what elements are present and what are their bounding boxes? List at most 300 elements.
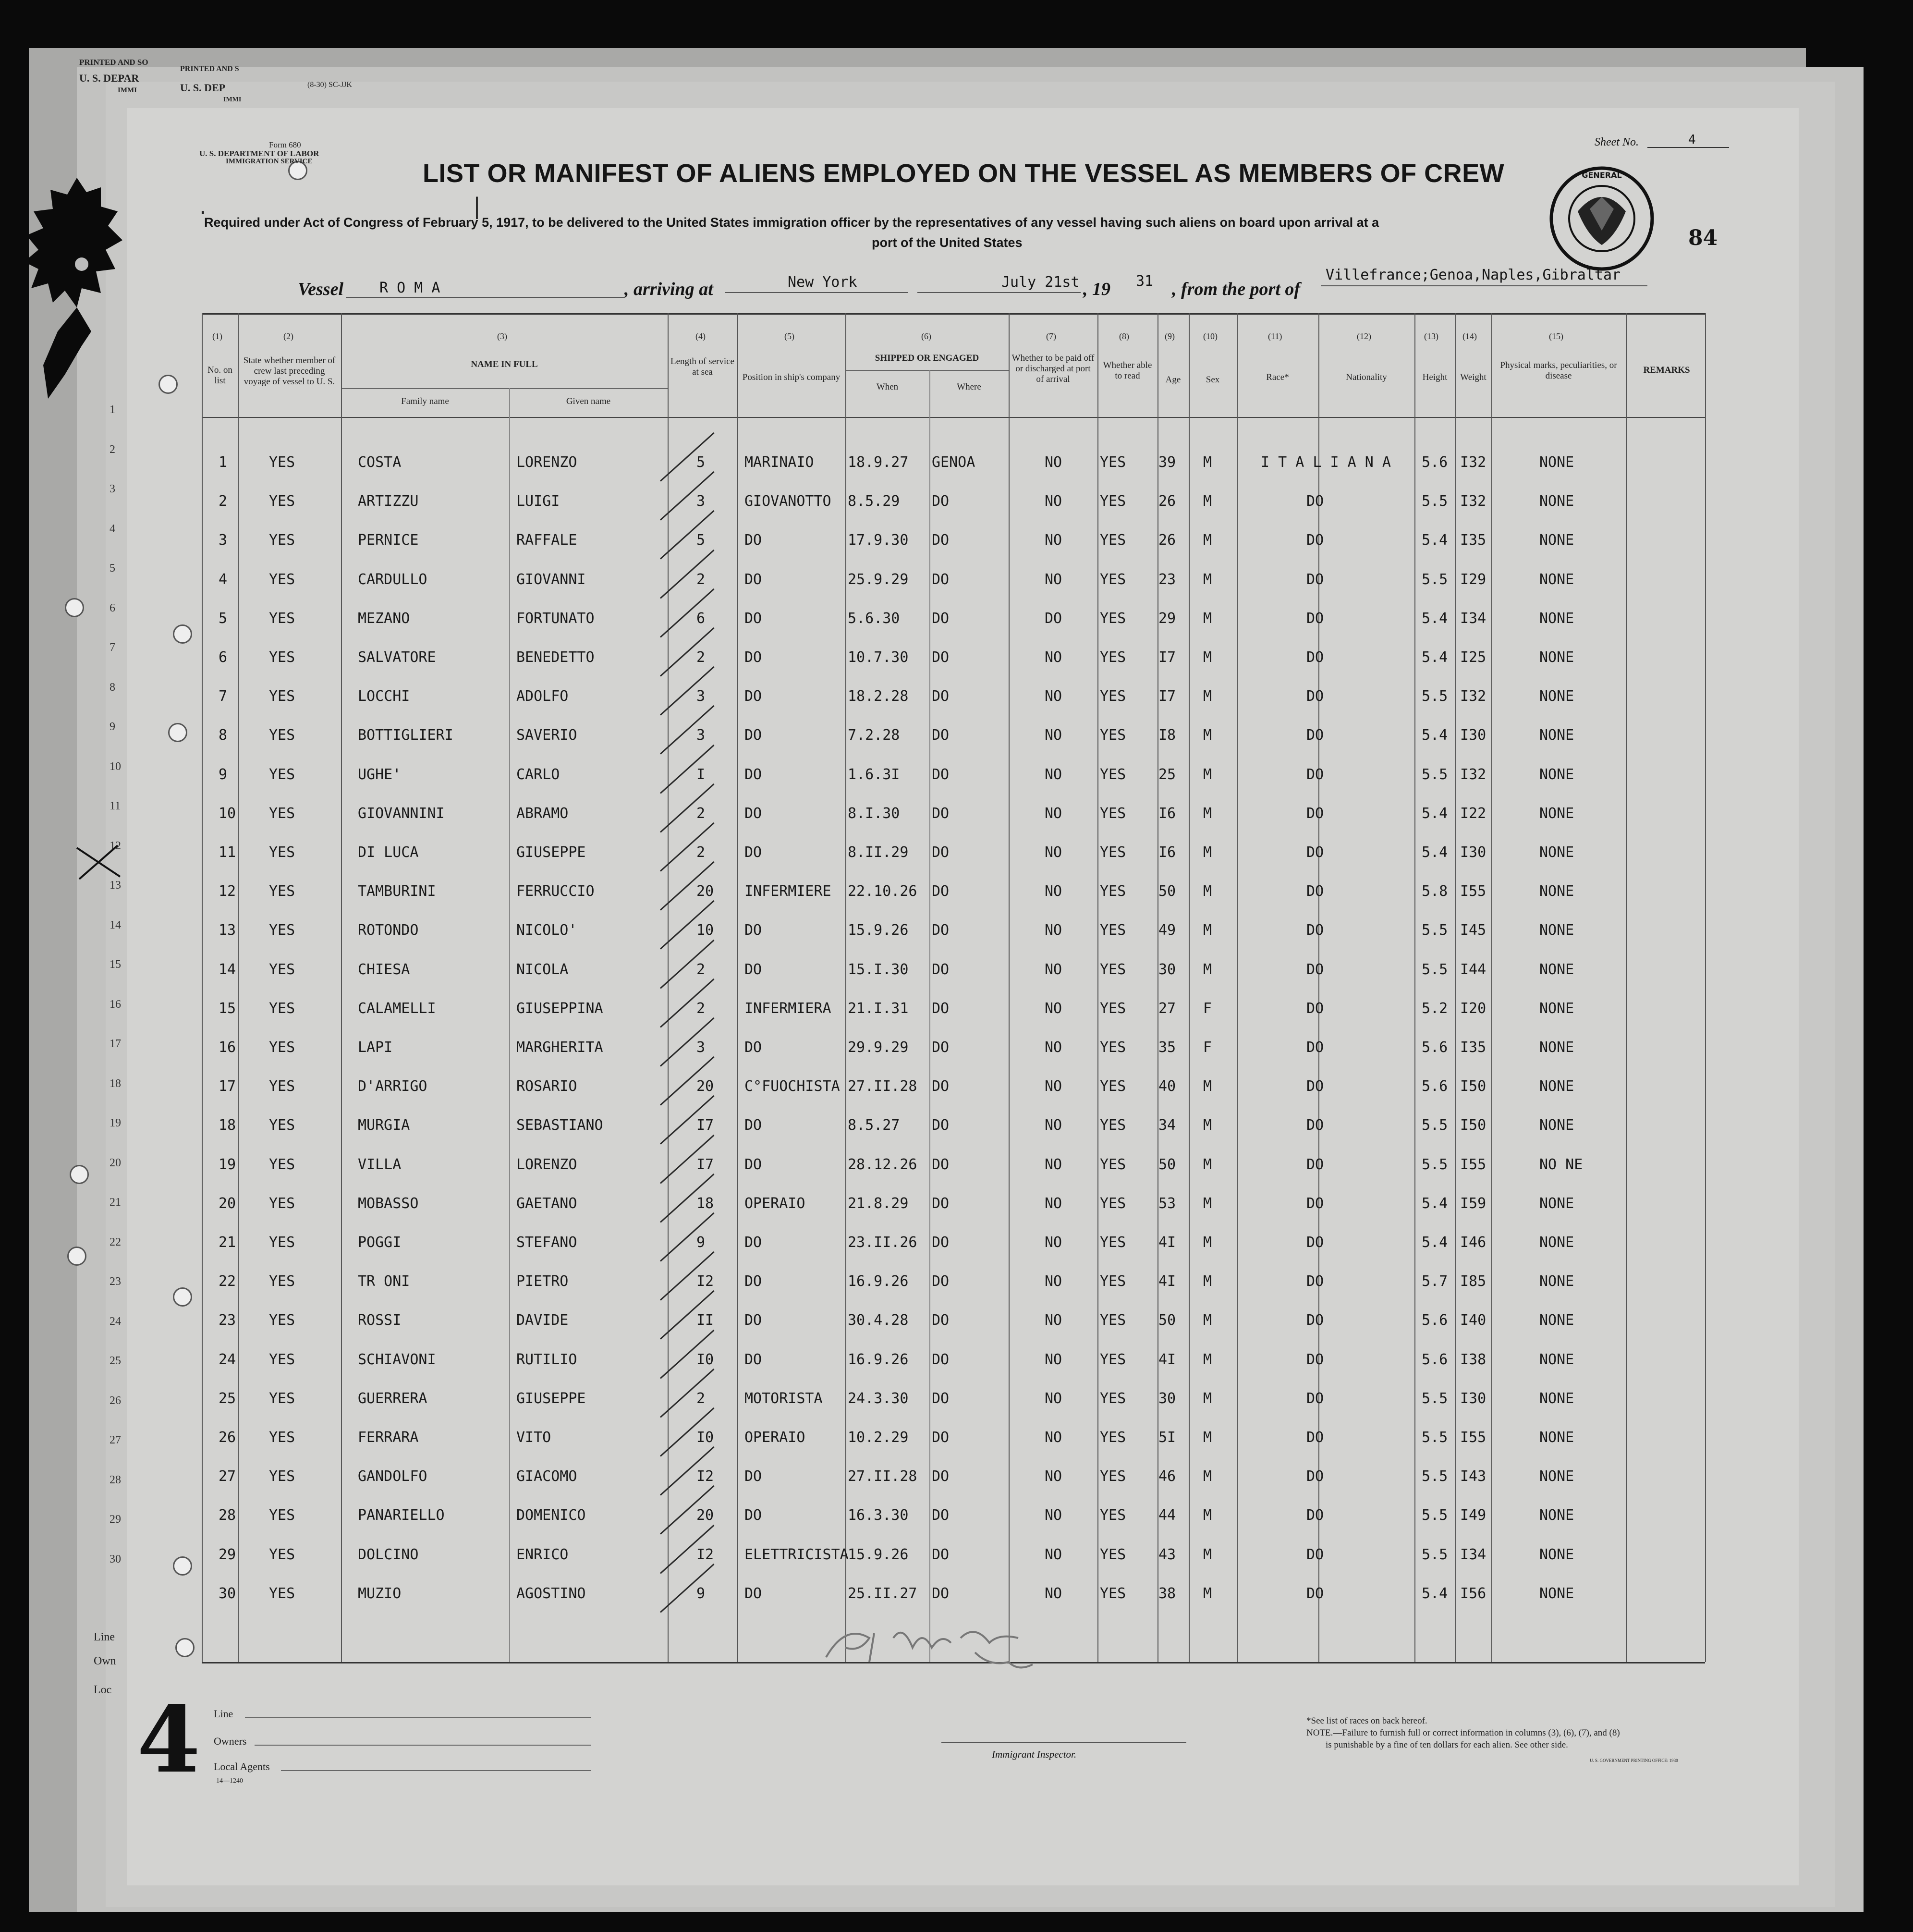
cell-row-number: 17 — [219, 1078, 236, 1095]
cell-paid-off: DO — [1045, 610, 1062, 627]
back-form-b-line2: U. S. DEP — [180, 82, 226, 94]
cell-shipped-where: DO — [932, 922, 950, 939]
cell-age: 30 — [1158, 1390, 1176, 1407]
col-border — [1189, 313, 1190, 1662]
col-head-weight: Weight — [1460, 372, 1487, 382]
cell-height: 5.5 — [1422, 688, 1448, 705]
cell-position: C°FUOCHISTA — [744, 1078, 840, 1095]
cell-given-name: LORENZO — [516, 454, 577, 471]
cell-height: 5.5 — [1422, 493, 1448, 510]
cell-shipped-where: DO — [932, 1234, 950, 1251]
cell-height: 5.2 — [1422, 1000, 1448, 1017]
cell-paid-off: NO — [1045, 961, 1062, 978]
cell-height: 5.4 — [1422, 844, 1448, 861]
col-num-1: (1) — [212, 331, 222, 341]
inspector-signature — [816, 1604, 1047, 1676]
consulate-seal-icon — [1544, 163, 1659, 274]
cell-race: DO — [1306, 1312, 1324, 1329]
col-border — [238, 313, 239, 1662]
cell-prev-voyage: YES — [269, 1429, 295, 1446]
footer-line-label: Line — [214, 1708, 233, 1720]
cell-row-number: 2 — [219, 493, 228, 510]
cell-height: 5.6 — [1422, 1312, 1448, 1329]
cell-service-length: 2 — [696, 1000, 706, 1017]
punch-hole — [168, 723, 187, 742]
signature-text — [956, 1657, 959, 1658]
cell-prev-voyage: YES — [269, 1039, 295, 1056]
cell-physical-marks: NONE — [1539, 1468, 1574, 1485]
cell-shipped-when: 22.10.26 — [848, 883, 917, 900]
cell-race: I T A L I A N A — [1261, 454, 1391, 471]
cell-able-to-read: YES — [1100, 1468, 1126, 1485]
cell-family-name: MURGIA — [358, 1117, 410, 1134]
note-line1: NOTE.—Failure to furnish full or correct information in columns (3), (6), (7), and (8) — [1306, 1728, 1620, 1738]
margin-line-number: 7 — [110, 641, 115, 654]
cell-weight: I30 — [1460, 1390, 1487, 1407]
cell-weight: I43 — [1460, 1468, 1487, 1485]
cell-position: DO — [744, 1468, 762, 1485]
cell-family-name: GANDOLFO — [358, 1468, 427, 1485]
col-border — [202, 313, 203, 1662]
cell-race: DO — [1306, 1078, 1324, 1095]
cell-family-name: TAMBURINI — [358, 883, 436, 900]
cell-service-length: I2 — [696, 1546, 714, 1563]
cell-row-number: 25 — [219, 1390, 236, 1407]
cell-service-length: 6 — [696, 610, 706, 627]
cell-height: 5.5 — [1422, 1546, 1448, 1563]
cell-paid-off: NO — [1045, 454, 1062, 471]
cell-service-length: 18 — [696, 1195, 714, 1212]
cell-service-length: 9 — [696, 1234, 706, 1251]
margin-line-number: 15 — [110, 958, 121, 971]
cell-given-name: NICOLO' — [516, 922, 577, 939]
cell-paid-off: NO — [1045, 844, 1062, 861]
col-border — [737, 313, 738, 1662]
cell-given-name: NICOLA — [516, 961, 569, 978]
cell-height: 5.5 — [1422, 1156, 1448, 1173]
cell-able-to-read: YES — [1100, 1234, 1126, 1251]
cell-family-name: SALVATORE — [358, 649, 436, 666]
cell-age: I6 — [1158, 844, 1176, 861]
cell-height: 5.4 — [1422, 610, 1448, 627]
cell-row-number: 27 — [219, 1468, 236, 1485]
cell-family-name: BOTTIGLIERI — [358, 727, 453, 744]
cell-row-number: 20 — [219, 1195, 236, 1212]
cell-physical-marks: NONE — [1539, 922, 1574, 939]
cell-prev-voyage: YES — [269, 1273, 295, 1290]
cell-age: 26 — [1158, 493, 1176, 510]
cell-service-length: I2 — [696, 1273, 714, 1290]
cell-age: 4I — [1158, 1351, 1176, 1368]
cell-prev-voyage: YES — [269, 1507, 295, 1524]
agents-field-underline — [281, 1770, 591, 1771]
cell-service-length: 3 — [696, 493, 706, 510]
cell-position: ELETTRICISTA — [744, 1546, 849, 1563]
table-top-border — [202, 313, 1705, 315]
cell-position: DO — [744, 922, 762, 939]
cell-weight: I40 — [1460, 1312, 1487, 1329]
cell-row-number: 10 — [219, 805, 236, 822]
cell-given-name: GIUSEPPINA — [516, 1000, 603, 1017]
cell-row-number: 6 — [219, 649, 228, 666]
cell-family-name: MUZIO — [358, 1585, 402, 1602]
cell-able-to-read: YES — [1100, 1195, 1126, 1212]
cell-shipped-where: DO — [932, 1429, 950, 1446]
col-head-given-name: Given name — [566, 396, 611, 406]
cell-row-number: 14 — [219, 961, 236, 978]
cell-position: OPERAIO — [744, 1195, 805, 1212]
cell-race: DO — [1306, 1429, 1324, 1446]
cell-paid-off: NO — [1045, 493, 1062, 510]
cell-age: 50 — [1158, 883, 1176, 900]
cell-race: DO — [1306, 571, 1324, 588]
cell-race: DO — [1306, 1585, 1324, 1602]
svg-text:GENERAL: GENERAL — [1582, 171, 1622, 180]
cell-age: 44 — [1158, 1507, 1176, 1524]
cell-able-to-read: YES — [1100, 1429, 1126, 1446]
cell-physical-marks: NONE — [1539, 1546, 1574, 1563]
cell-paid-off: NO — [1045, 1585, 1062, 1602]
punch-hole — [158, 375, 178, 394]
col-head-read: Whether able to read — [1103, 360, 1152, 381]
cell-shipped-when: 16.3.30 — [848, 1507, 909, 1524]
cell-able-to-read: YES — [1100, 1000, 1126, 1017]
cell-given-name: STEFANO — [516, 1234, 577, 1251]
cell-position: DO — [744, 649, 762, 666]
cell-sex: M — [1203, 454, 1212, 471]
cell-shipped-where: DO — [932, 649, 950, 666]
cell-service-length: 3 — [696, 688, 706, 705]
margin-line-number: 4 — [110, 522, 115, 535]
col-border — [1705, 313, 1706, 1662]
cell-weight: I32 — [1460, 766, 1487, 783]
cell-age: 46 — [1158, 1468, 1176, 1485]
cell-sex: M — [1203, 1078, 1212, 1095]
cell-shipped-when: 10.7.30 — [848, 649, 909, 666]
cell-weight: I50 — [1460, 1117, 1487, 1134]
cell-family-name: FERRARA — [358, 1429, 419, 1446]
cell-physical-marks: NONE — [1539, 1273, 1574, 1290]
cell-given-name: VITO — [516, 1429, 551, 1446]
cell-height: 5.5 — [1422, 1429, 1448, 1446]
cell-prev-voyage: YES — [269, 766, 295, 783]
cell-physical-marks: NONE — [1539, 1585, 1574, 1602]
cell-able-to-read: YES — [1100, 1156, 1126, 1173]
cell-weight: I50 — [1460, 1078, 1487, 1095]
year-prefix: , 19 — [1083, 279, 1110, 299]
cell-prev-voyage: YES — [269, 883, 295, 900]
col-border — [1097, 313, 1098, 1662]
cell-prev-voyage: YES — [269, 610, 295, 627]
cell-shipped-when: 15.I.30 — [848, 961, 909, 978]
col-head-height: Height — [1422, 372, 1448, 382]
cell-family-name: D'ARRIGO — [358, 1078, 427, 1095]
cell-race: DO — [1306, 1234, 1324, 1251]
cell-shipped-when: 17.9.30 — [848, 532, 909, 549]
margin-line-number: 6 — [110, 601, 115, 614]
margin-line-number: 22 — [110, 1235, 121, 1248]
cell-service-length: 20 — [696, 1078, 714, 1095]
cell-physical-marks: NONE — [1539, 610, 1574, 627]
cell-service-length: 3 — [696, 727, 706, 744]
col-num-2: (2) — [283, 331, 293, 341]
cell-age: I7 — [1158, 649, 1176, 666]
cell-shipped-where: DO — [932, 1000, 950, 1017]
col-head-nationality: Nationality — [1346, 372, 1387, 382]
col-border — [509, 388, 510, 1662]
col-border — [1455, 313, 1456, 1662]
cell-race: DO — [1306, 610, 1324, 627]
col-head-physical: Physical marks, peculiarities, or disease — [1500, 360, 1617, 381]
date-underline — [917, 292, 1081, 293]
cell-height: 5.4 — [1422, 727, 1448, 744]
cell-family-name: MOBASSO — [358, 1195, 419, 1212]
cell-paid-off: NO — [1045, 1312, 1062, 1329]
cell-service-length: 20 — [696, 883, 714, 900]
binding-gear-icon — [19, 173, 125, 404]
margin-line-number: 1 — [110, 404, 115, 416]
cell-service-length: 2 — [696, 649, 706, 666]
cell-family-name: VILLA — [358, 1156, 402, 1173]
cell-given-name: MARGHERITA — [516, 1039, 603, 1056]
cell-shipped-when: 25.9.29 — [848, 571, 909, 588]
cell-shipped-where: DO — [932, 1156, 950, 1173]
col-head-name: NAME IN FULL — [471, 359, 538, 369]
col-num-6: (6) — [921, 331, 931, 341]
col-border — [1491, 313, 1492, 1662]
cell-physical-marks: NONE — [1539, 1351, 1574, 1368]
cell-shipped-where: DO — [932, 1195, 950, 1212]
cell-service-length: I0 — [696, 1351, 714, 1368]
cell-family-name: ROSSI — [358, 1312, 402, 1329]
cell-given-name: RUTILIO — [516, 1351, 577, 1368]
service: IMMIGRATION SERVICE — [226, 158, 313, 165]
cell-position: DO — [744, 766, 762, 783]
cell-family-name: DOLCINO — [358, 1546, 419, 1563]
cell-shipped-when: 8.5.27 — [848, 1117, 900, 1134]
table-header-border — [202, 417, 1705, 418]
side-owners-label: Own — [94, 1655, 116, 1667]
cell-age: 50 — [1158, 1312, 1176, 1329]
cell-able-to-read: YES — [1100, 688, 1126, 705]
cell-sex: M — [1203, 1507, 1212, 1524]
cell-shipped-where: DO — [932, 688, 950, 705]
col-num-11: (11) — [1268, 331, 1282, 341]
cell-family-name: GIOVANNINI — [358, 805, 445, 822]
punch-hole — [70, 1165, 89, 1184]
cell-physical-marks: NONE — [1539, 532, 1574, 549]
cell-prev-voyage: YES — [269, 454, 295, 471]
margin-line-number: 17 — [110, 1038, 121, 1050]
cell-prev-voyage: YES — [269, 532, 295, 549]
margin-line-number: 12 — [110, 839, 121, 852]
cell-given-name: GIACOMO — [516, 1468, 577, 1485]
cell-paid-off: NO — [1045, 532, 1062, 549]
col-border — [1318, 313, 1319, 1662]
year-suffix: 31 — [1136, 273, 1154, 290]
cell-position: DO — [744, 1585, 762, 1602]
margin-line-number: 30 — [110, 1553, 121, 1565]
cell-physical-marks: NONE — [1539, 1039, 1574, 1056]
cell-sex: M — [1203, 1429, 1212, 1446]
handwritten-mark: . | — [199, 193, 481, 219]
cell-weight: I46 — [1460, 1234, 1487, 1251]
cell-shipped-where: DO — [932, 1117, 950, 1134]
cell-service-length: I0 — [696, 1429, 714, 1446]
cell-family-name: ARTIZZU — [358, 493, 419, 510]
cell-family-name: TR ONI — [358, 1273, 410, 1290]
vessel-name: R O M A — [379, 280, 440, 296]
cell-height: 5.5 — [1422, 961, 1448, 978]
cell-row-number: 16 — [219, 1039, 236, 1056]
cell-weight: I34 — [1460, 1546, 1487, 1563]
cell-sex: M — [1203, 1117, 1212, 1134]
cell-able-to-read: YES — [1100, 727, 1126, 744]
cell-prev-voyage: YES — [269, 1117, 295, 1134]
cell-age: 50 — [1158, 1156, 1176, 1173]
cell-able-to-read: YES — [1100, 766, 1126, 783]
col-head-position: Position in ship's company — [742, 372, 841, 382]
margin-line-number: 21 — [110, 1196, 121, 1209]
cell-physical-marks: NONE — [1539, 1000, 1574, 1017]
cell-given-name: GIUSEPPE — [516, 1390, 586, 1407]
cell-able-to-read: YES — [1100, 1117, 1126, 1134]
cell-weight: I20 — [1460, 1000, 1487, 1017]
cell-able-to-read: YES — [1100, 1039, 1126, 1056]
col-head-remarks: REMARKS — [1643, 365, 1690, 375]
cell-race: DO — [1306, 1117, 1324, 1134]
cell-race: DO — [1306, 961, 1324, 978]
cell-physical-marks: NONE — [1539, 454, 1574, 471]
arrival-port: New York — [788, 274, 857, 291]
cell-row-number: 4 — [219, 571, 228, 588]
cell-service-length: I2 — [696, 1468, 714, 1485]
cell-service-length: 2 — [696, 844, 706, 861]
cell-paid-off: NO — [1045, 805, 1062, 822]
cell-shipped-where: DO — [932, 1039, 950, 1056]
cell-race: DO — [1306, 922, 1324, 939]
cell-weight: I56 — [1460, 1585, 1487, 1602]
cell-row-number: 11 — [219, 844, 236, 861]
cell-shipped-when: 21.I.31 — [848, 1000, 909, 1017]
cell-paid-off: NO — [1045, 1078, 1062, 1095]
cell-race: DO — [1306, 1273, 1324, 1290]
cell-service-length: 2 — [696, 1390, 706, 1407]
cell-height: 5.8 — [1422, 883, 1448, 900]
back-form-b-line3: IMMI — [223, 96, 242, 103]
cell-paid-off: NO — [1045, 1117, 1062, 1134]
cell-weight: I22 — [1460, 805, 1487, 822]
cell-sex: M — [1203, 1195, 1212, 1212]
cell-given-name: GIOVANNI — [516, 571, 586, 588]
cell-given-name: LUIGI — [516, 493, 560, 510]
col-num-8: (8) — [1119, 331, 1129, 341]
cell-position: DO — [744, 1234, 762, 1251]
cell-age: 34 — [1158, 1117, 1176, 1134]
cell-physical-marks: NONE — [1539, 1429, 1574, 1446]
cell-row-number: 18 — [219, 1117, 236, 1134]
cell-shipped-when: 21.8.29 — [848, 1195, 909, 1212]
cell-service-length: 20 — [696, 1507, 714, 1524]
col-head-family-name: Family name — [401, 396, 449, 406]
vessel-underline — [346, 297, 624, 298]
margin-line-number: 5 — [110, 562, 115, 575]
margin-line-number: 29 — [110, 1513, 121, 1526]
sheet-underline — [1647, 147, 1729, 148]
cell-family-name: LAPI — [358, 1039, 393, 1056]
cell-shipped-where: DO — [932, 727, 950, 744]
cell-height: 5.5 — [1422, 1507, 1448, 1524]
cell-service-length: II — [696, 1312, 714, 1329]
cell-paid-off: NO — [1045, 1468, 1062, 1485]
cell-given-name: FORTUNATO — [516, 610, 595, 627]
cell-sex: M — [1203, 961, 1212, 978]
cell-shipped-when: 16.9.26 — [848, 1273, 909, 1290]
cell-able-to-read: YES — [1100, 922, 1126, 939]
shipped-subheader-line — [845, 370, 1009, 371]
cell-paid-off: NO — [1045, 1000, 1062, 1017]
cell-able-to-read: YES — [1100, 1273, 1126, 1290]
cell-given-name: AGOSTINO — [516, 1585, 586, 1602]
col-num-15: (15) — [1549, 331, 1563, 341]
col-border — [1237, 313, 1238, 1662]
cell-family-name: MEZANO — [358, 610, 410, 627]
cell-physical-marks: NONE — [1539, 961, 1574, 978]
cell-able-to-read: YES — [1100, 1507, 1126, 1524]
cell-race: DO — [1306, 1195, 1324, 1212]
col-num-14: (14) — [1462, 331, 1477, 341]
cell-prev-voyage: YES — [269, 1585, 295, 1602]
cell-height: 5.5 — [1422, 571, 1448, 588]
cell-race: DO — [1306, 688, 1324, 705]
cell-family-name: CHIESA — [358, 961, 410, 978]
cell-physical-marks: NONE — [1539, 571, 1574, 588]
cell-sex: M — [1203, 805, 1212, 822]
cell-shipped-when: 1.6.3I — [848, 766, 900, 783]
cell-given-name: ABRAMO — [516, 805, 569, 822]
cell-able-to-read: YES — [1100, 649, 1126, 666]
cell-weight: I55 — [1460, 1429, 1487, 1446]
margin-line-number: 13 — [110, 879, 121, 892]
cell-given-name: DAVIDE — [516, 1312, 569, 1329]
cell-given-name: FERRUCCIO — [516, 883, 595, 900]
cell-race: DO — [1306, 844, 1324, 861]
back-form-a-line1: PRINTED AND SO — [79, 58, 148, 67]
cell-age: 38 — [1158, 1585, 1176, 1602]
cell-given-name: DOMENICO — [516, 1507, 586, 1524]
cell-weight: I30 — [1460, 844, 1487, 861]
cell-paid-off: NO — [1045, 1429, 1062, 1446]
cell-age: 40 — [1158, 1078, 1176, 1095]
x-mark-icon — [72, 843, 125, 881]
cell-shipped-when: 8.5.29 — [848, 493, 900, 510]
cell-race: DO — [1306, 1390, 1324, 1407]
cell-weight: I59 — [1460, 1195, 1487, 1212]
form-number: Form 680 — [269, 140, 301, 149]
cell-height: 5.6 — [1422, 454, 1448, 471]
cell-sex: M — [1203, 610, 1212, 627]
cell-race: DO — [1306, 1468, 1324, 1485]
note-races: *See list of races on back hereof. — [1306, 1716, 1427, 1726]
margin-line-number: 28 — [110, 1473, 121, 1486]
punch-hole — [67, 1247, 86, 1266]
cell-row-number: 26 — [219, 1429, 236, 1446]
cell-weight: I32 — [1460, 493, 1487, 510]
col-head-age: Age — [1165, 375, 1181, 385]
cell-family-name: COSTA — [358, 454, 402, 471]
cell-age: 26 — [1158, 532, 1176, 549]
col-num-4: (4) — [695, 331, 706, 341]
